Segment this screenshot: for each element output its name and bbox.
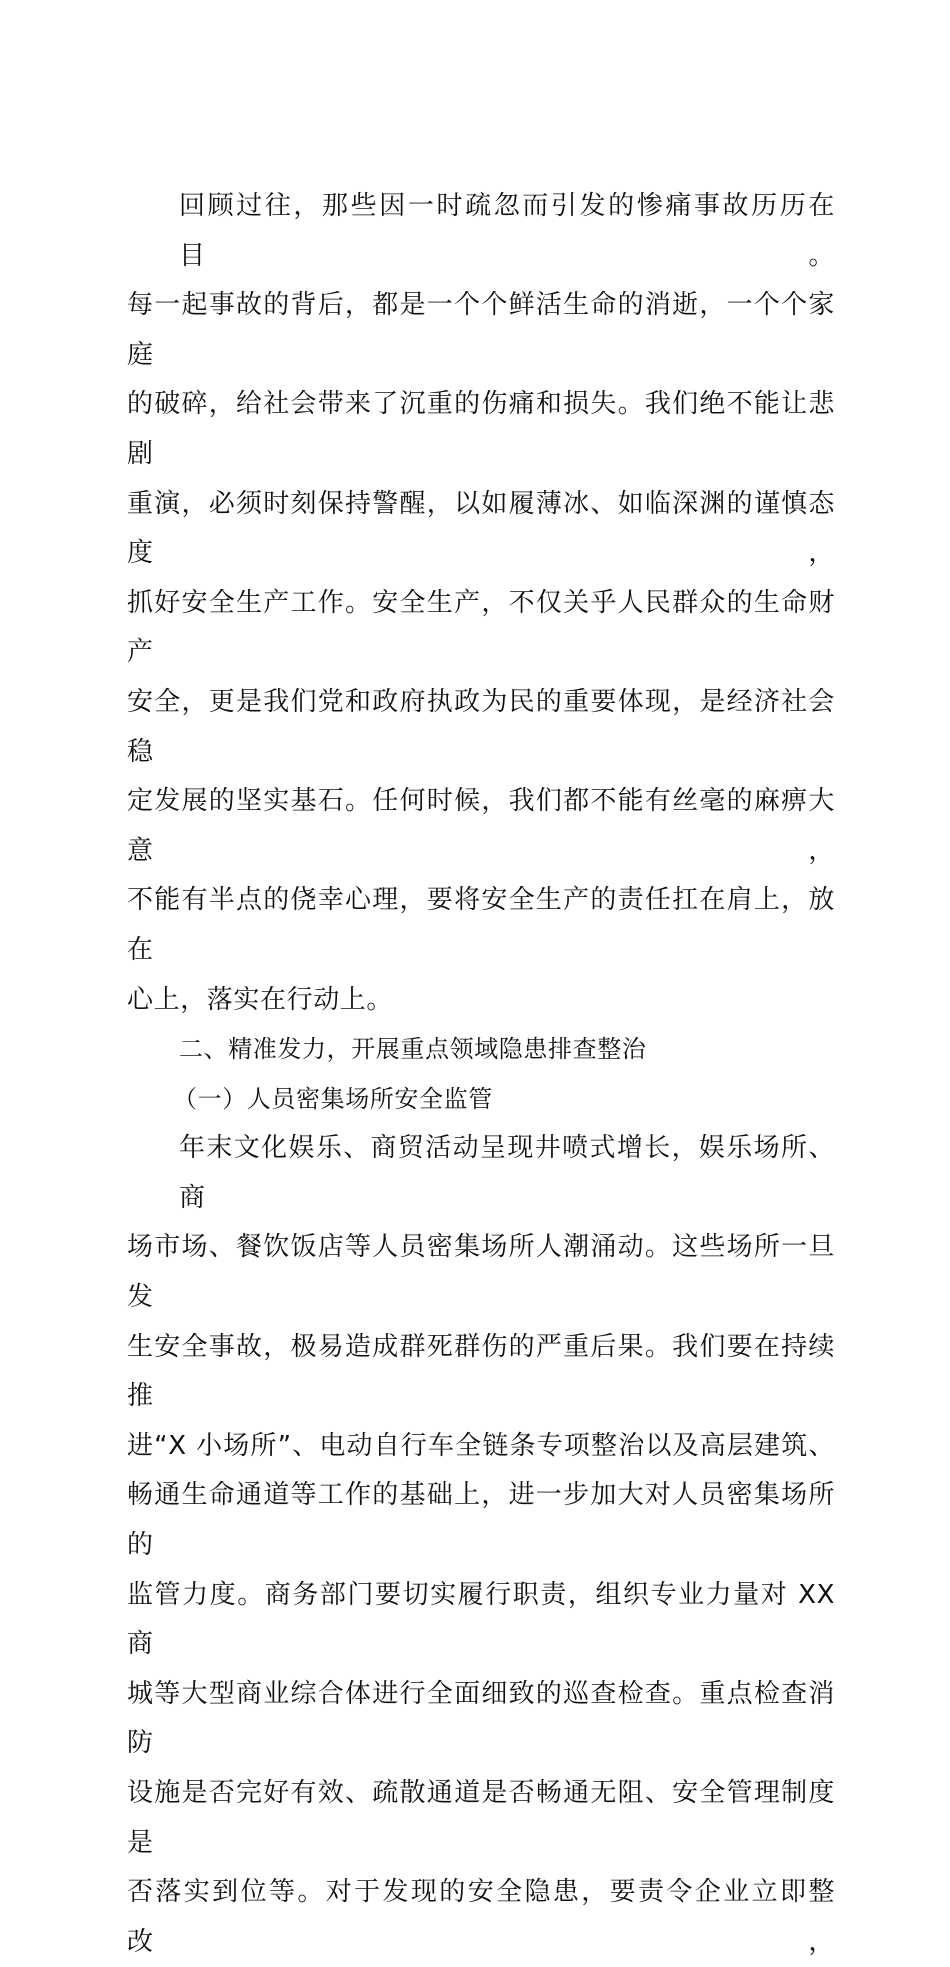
paragraph-line: 每一起事故的背后，都是一个个鲜活生命的消逝，一个个家庭 xyxy=(127,290,835,370)
paragraph-line: 城等大型商业综合体进行全面细致的巡查检查。重点检查消防 xyxy=(127,1678,835,1759)
paragraph-line: 场市场、餐饮饭店等人员密集场所人潮涌动。这些场所一旦发 xyxy=(127,1232,835,1313)
paragraph-line: 设施是否完好有效、疏散通道是否畅通无阻、安全管理制度是 xyxy=(127,1778,835,1858)
paragraph-line: 回顾过往，那些因一时疏忽而引发的惨痛事故历历在目。 xyxy=(179,191,835,271)
paragraph-line: 抓好安全生产工作。安全生产，不仅关乎人民群众的生命财产 xyxy=(127,587,835,668)
paragraph-line: 监管力度。商务部门要切实履行职责，组织专业力量对 XX 商 xyxy=(127,1579,835,1660)
paragraph-line: 的破碎，给社会带来了沉重的伤痛和损失。我们绝不能让悲剧 xyxy=(127,389,835,469)
paragraph-crowded-places xyxy=(127,1124,835,1967)
section-heading: 二、精准发力，开展重点领域隐患排查整治 xyxy=(179,1035,647,1064)
document-body xyxy=(127,182,835,1967)
paragraph-line: 生安全事故，极易造成群死群伤的严重后果。我们要在持续推 xyxy=(127,1331,835,1412)
paragraph-line: 不能有半点的侥幸心理，要将安全生产的责任扛在肩上，放在 xyxy=(127,885,835,965)
paragraph-line: 心上，落实在行动上。 xyxy=(127,984,394,1015)
paragraph-review xyxy=(127,182,835,1025)
paragraph-line: 畅通生命通道等工作的基础上，进一步加大对人员密集场所的 xyxy=(127,1480,835,1561)
paragraph-line: 否落实到位等。对于发现的安全隐患，要责令企业立即整改， xyxy=(127,1877,835,1957)
paragraph-line: 安全，更是我们党和政府执政为民的重要体现，是经济社会稳 xyxy=(127,686,835,767)
paragraph-line: 进“X 小场所”、电动自行车全链条专项整治以及高层建筑、 xyxy=(127,1430,835,1461)
subsection-heading: （一）人员密集场所安全监管 xyxy=(173,1084,493,1113)
paragraph-line: 定发展的坚实基石。任何时候，我们都不能有丝毫的麻痹大意， xyxy=(127,786,835,866)
paragraph-line: 重演，必须时刻保持警醒，以如履薄冰、如临深渊的谨慎态度， xyxy=(127,488,835,569)
paragraph-line: 年末文化娱乐、商贸活动呈现井喷式增长，娱乐场所、商 xyxy=(179,1133,835,1213)
